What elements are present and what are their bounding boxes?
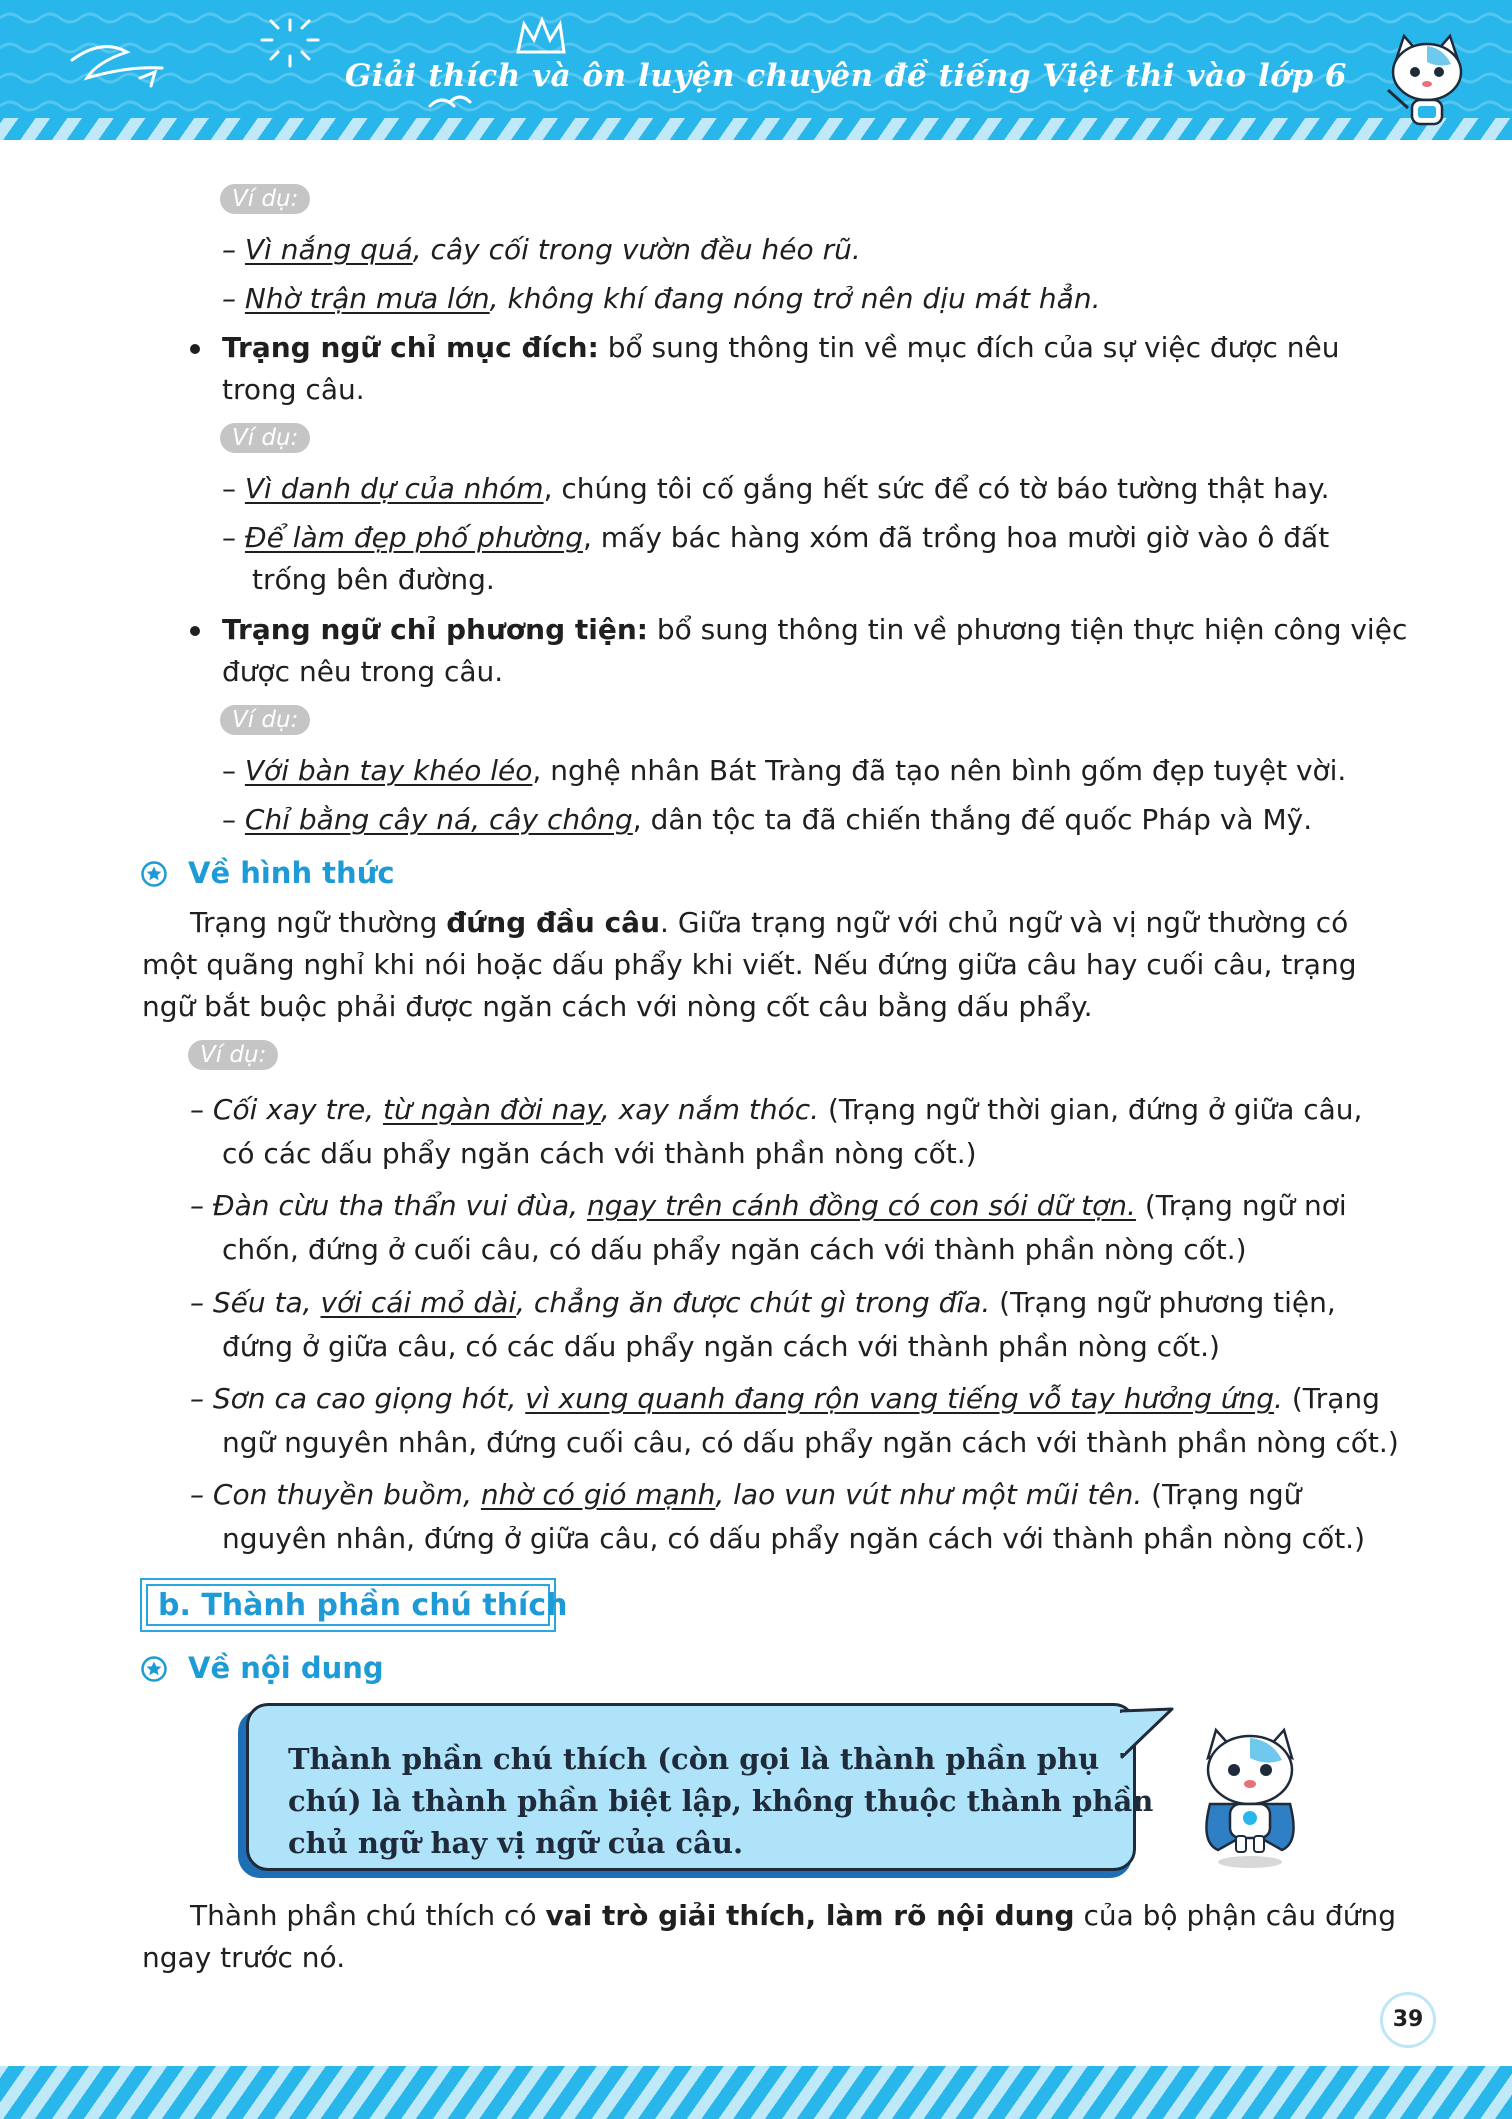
callout-line: Thành phần chú thích (còn gọi là thành phần phụ <box>288 1742 1100 1776</box>
callout-line: chủ ngữ hay vị ngữ của câu. <box>288 1826 744 1860</box>
example-tag: Ví dụ: <box>188 1040 278 1070</box>
form-example: – Cối xay tre, từ ngàn đời nay, xay nắm thóc. (Trạng ngữ thời gian, đứng ở giữa câu, <box>190 1093 1363 1126</box>
form-example: – Đàn cừu tha thẩn vui đùa, ngay trên cánh đồng có con sói dữ tợn. (Trạng ngữ nơi <box>190 1189 1347 1222</box>
purpose-definition-cont: trong câu. <box>222 373 365 406</box>
example-line: – Vì nắng quá, cây cối trong vườn đều héo rũ. <box>222 233 861 266</box>
example-line: – Với bàn tay khéo léo, nghệ nhân Bát Tràng đã tạo nên bình gốm đẹp tuyệt vời. <box>222 754 1347 787</box>
cat-hero-mascot-icon <box>1190 1722 1310 1872</box>
page-number: 39 <box>1380 1992 1436 2048</box>
form-example-cont: có các dấu phẩy ngăn cách với thành phần nòng cốt.) <box>222 1137 977 1170</box>
star-badge-icon <box>141 1656 167 1682</box>
form-example-cont: đứng ở giữa câu, có các dấu phẩy ngăn cách với thành phần nòng cốt.) <box>222 1330 1220 1363</box>
bullet-icon <box>190 626 200 636</box>
role-paragraph: Thành phần chú thích có vai trò giải thích, làm rõ nội dung của bộ phận câu đứng <box>190 1899 1397 1932</box>
example-tag: Ví dụ: <box>220 423 310 453</box>
callout-tail-icon <box>1120 1705 1176 1765</box>
example-line: – Nhờ trận mưa lớn, không khí đang nóng trở nên dịu mát hẳn. <box>222 282 1101 315</box>
example-line: – Chỉ bằng cây ná, cây chông, dân tộc ta đã chiến thắng đế quốc Pháp và Mỹ. <box>222 803 1313 836</box>
example-line: – Vì danh dự của nhóm, chúng tôi cố gắng hết sức để có tờ báo tường thật hay. <box>222 472 1330 505</box>
role-paragraph-line: ngay trước nó. <box>142 1941 346 1974</box>
star-badge-icon <box>141 861 167 887</box>
means-definition: Trạng ngữ chỉ phương tiện: bổ sung thông tin về phương tiện thực hiện công việc <box>222 613 1408 646</box>
example-tag: Ví dụ: <box>220 705 310 735</box>
header-title: Giải thích và ôn luyện chuyên đề tiếng Việt thi vào lớp 6 <box>344 58 1347 94</box>
form-paragraph: Trạng ngữ thường đứng đầu câu. Giữa trạng ngữ với chủ ngữ và vị ngữ thường có <box>190 906 1349 939</box>
page-footer-stripes <box>0 2066 1512 2119</box>
callout-line: chú) là thành phần biệt lập, không thuộc thành phần <box>288 1784 1154 1818</box>
form-example-cont: chốn, đứng ở cuối câu, có dấu phẩy ngăn cách với thành phần nòng cốt.) <box>222 1233 1247 1266</box>
example-line-cont: trống bên đường. <box>252 563 495 596</box>
section-b-heading-box <box>140 1578 568 1632</box>
form-example-cont: ngữ nguyên nhân, đứng cuối câu, có dấu phẩy ngăn cách với thành phần nòng cốt.) <box>222 1426 1399 1459</box>
form-example: – Sếu ta, với cái mỏ dài, chẳng ăn được chút gì trong đĩa. (Trạng ngữ phương tiện, <box>190 1286 1336 1319</box>
section-b-title: b. Thành phần chú thích <box>146 1584 550 1626</box>
content-section-title: Về nội dung <box>188 1651 384 1685</box>
form-paragraph-line: ngữ bắt buộc phải được ngăn cách với nòng cốt câu bằng dấu phẩy. <box>142 990 1093 1023</box>
form-section-title: Về hình thức <box>188 856 395 890</box>
bullet-icon <box>190 344 200 354</box>
purpose-definition: Trạng ngữ chỉ mục đích: bổ sung thông tin về mục đích của sự việc được nêu <box>222 331 1340 364</box>
means-definition-cont: được nêu trong câu. <box>222 655 504 688</box>
example-tag: Ví dụ: <box>220 184 310 214</box>
example-line: – Để làm đẹp phố phường, mấy bác hàng xóm đã trồng hoa mười giờ vào ô đất <box>222 521 1330 554</box>
form-paragraph-line: một quãng nghỉ khi nói hoặc dấu phẩy khi viết. Nếu đứng giữa câu hay cuối câu, trạng <box>142 948 1357 981</box>
form-example: – Con thuyền buồm, nhờ có gió mạnh, lao vun vút như một mũi tên. (Trạng ngữ <box>190 1478 1302 1511</box>
form-example: – Sơn ca cao giọng hót, vì xung quanh đang rộn vang tiếng vỗ tay hưởng ứng. (Trạng <box>190 1382 1380 1415</box>
form-example-cont: nguyên nhân, đứng ở giữa câu, có dấu phẩy ngăn cách với thành phần nòng cốt.) <box>222 1522 1366 1555</box>
